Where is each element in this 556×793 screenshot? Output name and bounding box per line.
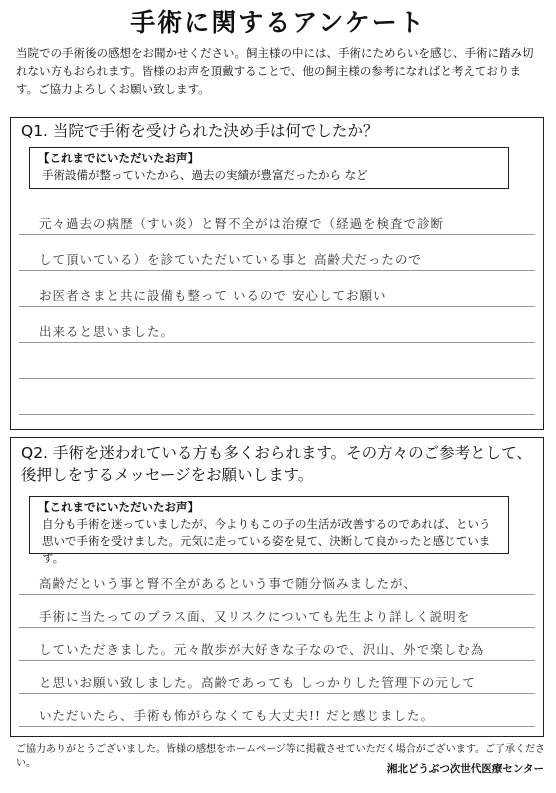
footer-clinic-name: 湘北どうぶつ次世代医療センター (386, 763, 544, 775)
handwritten-answer-line: いただいたら、手術も怖がらなくても大丈夫!! だと感じました。 (39, 708, 435, 723)
sample-voices-heading: 【これまでにいただいたお声】 (38, 151, 199, 165)
answer-rule (19, 306, 535, 307)
question-2-box (10, 437, 544, 737)
answer-rule (19, 627, 535, 628)
footer-thanks: ご協力ありがとうございました。皆様の感想をホームページ等に掲載させていただく場合がございます。ご了承ください。 (16, 744, 545, 769)
answer-rule (19, 693, 535, 694)
question-1-box (10, 117, 544, 430)
handwritten-answer-line: 高齢だという事と腎不全があるという事で随分悩みましたが、 (39, 576, 418, 591)
handwritten-answer-line: と思いお願い致しました。高齢であっても しっかりした管理下の元して (39, 675, 476, 690)
sample-voices-text: 手術設備が整っていたから、過去の実績が豊富だったから など (42, 168, 368, 182)
answer-rule (19, 234, 535, 235)
answer-rule (19, 414, 535, 415)
question-2-title: Q2. 手術を迷われている方も多くおられます。その方々のご参考として、後押しをするメッセージをお願いします。 (21, 444, 532, 484)
handwritten-answer-line: 手術に当たってのプラス面、又リスクについても先生より詳しく説明を (39, 609, 471, 624)
answer-rule (19, 660, 535, 661)
handwritten-answer-line: 出来ると思いました。 (39, 324, 175, 339)
sample-voices-heading: 【これまでにいただいたお声】 (38, 500, 199, 514)
answer-rule (19, 378, 535, 379)
page-title: 手術に関するアンケート (130, 8, 426, 37)
handwritten-answer-line: 元々過去の病歴（すい炎）と腎不全がは治療で（経過を検査で診断 (39, 216, 445, 231)
intro-text: 当院での手術後の感想をお聞かせください。飼主様の中には、手術にためらいを感じ、手術に踏み切れない方もおられます。皆様のお声を頂戴することで、他の飼主様の参考になればと考えております。ご協力よろしくお願い致します。 (16, 46, 534, 96)
sample-voices-text: 自分も手術を迷っていましたが、今よりもこの子の生活が改善するのであれば、という思いで手術を受けました。元気に走っている姿を見て、決断して良かったと感じています。 (42, 517, 491, 565)
question-1-sample-voices (29, 147, 509, 189)
answer-rule (19, 726, 535, 727)
handwritten-answer-line: お医者さまと共に設備も整って いるので 安心してお願い (39, 288, 387, 303)
answer-rule (19, 342, 535, 343)
handwritten-answer-line: して頂いている）を診ていただいている事と 高齢犬だったので (39, 252, 422, 267)
answer-rule (19, 270, 535, 271)
question-2-sample-voices (29, 496, 509, 565)
question-1-title: Q1. 当院で手術を受けられた決め手は何でしたか？ (21, 122, 379, 140)
answer-rule (19, 594, 535, 595)
handwritten-answer-line: していただきました。元々散歩が大好きな子なので、沢山、外で楽しむ為 (39, 642, 485, 657)
